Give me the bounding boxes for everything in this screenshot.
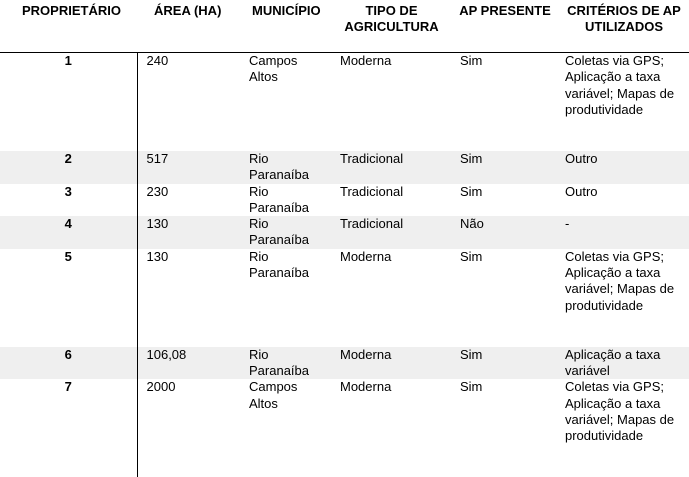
cell-tipo: Moderna	[332, 379, 451, 477]
cell-proprietario: 7	[0, 379, 137, 477]
header-municipio: MUNICÍPIO	[241, 0, 332, 53]
cell-area: 106,08	[137, 347, 241, 380]
cell-criterios: -	[559, 216, 689, 249]
cell-proprietario: 5	[0, 249, 137, 347]
cell-criterios: Coletas via GPS; Aplicação a taxa variável; Mapas de produtividade	[559, 53, 689, 152]
table-row	[0, 151, 689, 184]
cell-criterios: Aplicação a taxa variável	[559, 347, 689, 380]
cell-area: 517	[137, 151, 241, 184]
cell-tipo: Tradicional	[332, 184, 451, 217]
header-area: ÁREA (HA)	[137, 0, 241, 53]
cell-ap: Sim	[451, 151, 559, 184]
cell-municipio: Rio Paranaíba	[241, 216, 332, 249]
table-header	[0, 0, 689, 53]
table-row	[0, 216, 689, 249]
cell-municipio: Rio Paranaíba	[241, 184, 332, 217]
header-proprietario: PROPRIETÁRIO	[0, 0, 137, 53]
cell-proprietario: 6	[0, 347, 137, 380]
cell-ap: Sim	[451, 53, 559, 152]
cell-ap: Sim	[451, 184, 559, 217]
cell-area: 240	[137, 53, 241, 152]
cell-municipio: Rio Paranaíba	[241, 151, 332, 184]
table-row	[0, 379, 689, 477]
table-row	[0, 53, 689, 152]
cell-criterios: Outro	[559, 184, 689, 217]
cell-ap: Sim	[451, 347, 559, 380]
table-row	[0, 347, 689, 380]
cell-proprietario: 4	[0, 216, 137, 249]
cell-area: 2000	[137, 379, 241, 477]
table-row	[0, 249, 689, 347]
cell-ap: Sim	[451, 249, 559, 347]
cell-area: 130	[137, 216, 241, 249]
cell-tipo: Moderna	[332, 53, 451, 152]
cell-criterios: Outro	[559, 151, 689, 184]
cell-criterios: Coletas via GPS; Aplicação a taxa variável; Mapas de produtividade	[559, 379, 689, 477]
cell-ap: Sim	[451, 379, 559, 477]
header-row	[0, 0, 689, 53]
cell-ap: Não	[451, 216, 559, 249]
header-tipo-agricultura: TIPO DE AGRICULTURA	[332, 0, 451, 53]
cell-proprietario: 2	[0, 151, 137, 184]
cell-area: 230	[137, 184, 241, 217]
cell-tipo: Moderna	[332, 347, 451, 380]
cell-tipo: Moderna	[332, 249, 451, 347]
cell-municipio: Rio Paranaíba	[241, 347, 332, 380]
cell-tipo: Tradicional	[332, 216, 451, 249]
cell-tipo: Tradicional	[332, 151, 451, 184]
cell-criterios: Coletas via GPS; Aplicação a taxa variável; Mapas de produtividade	[559, 249, 689, 347]
table-row	[0, 184, 689, 217]
cell-municipio: Rio Paranaíba	[241, 249, 332, 347]
cell-proprietario: 1	[0, 53, 137, 152]
cell-municipio: Campos Altos	[241, 53, 332, 152]
header-criterios: CRITÉRIOS DE AP UTILIZADOS	[559, 0, 689, 53]
cell-municipio: Campos Altos	[241, 379, 332, 477]
header-ap-presente: AP PRESENTE	[451, 0, 559, 53]
table-body	[0, 53, 689, 477]
cell-proprietario: 3	[0, 184, 137, 217]
cell-area: 130	[137, 249, 241, 347]
